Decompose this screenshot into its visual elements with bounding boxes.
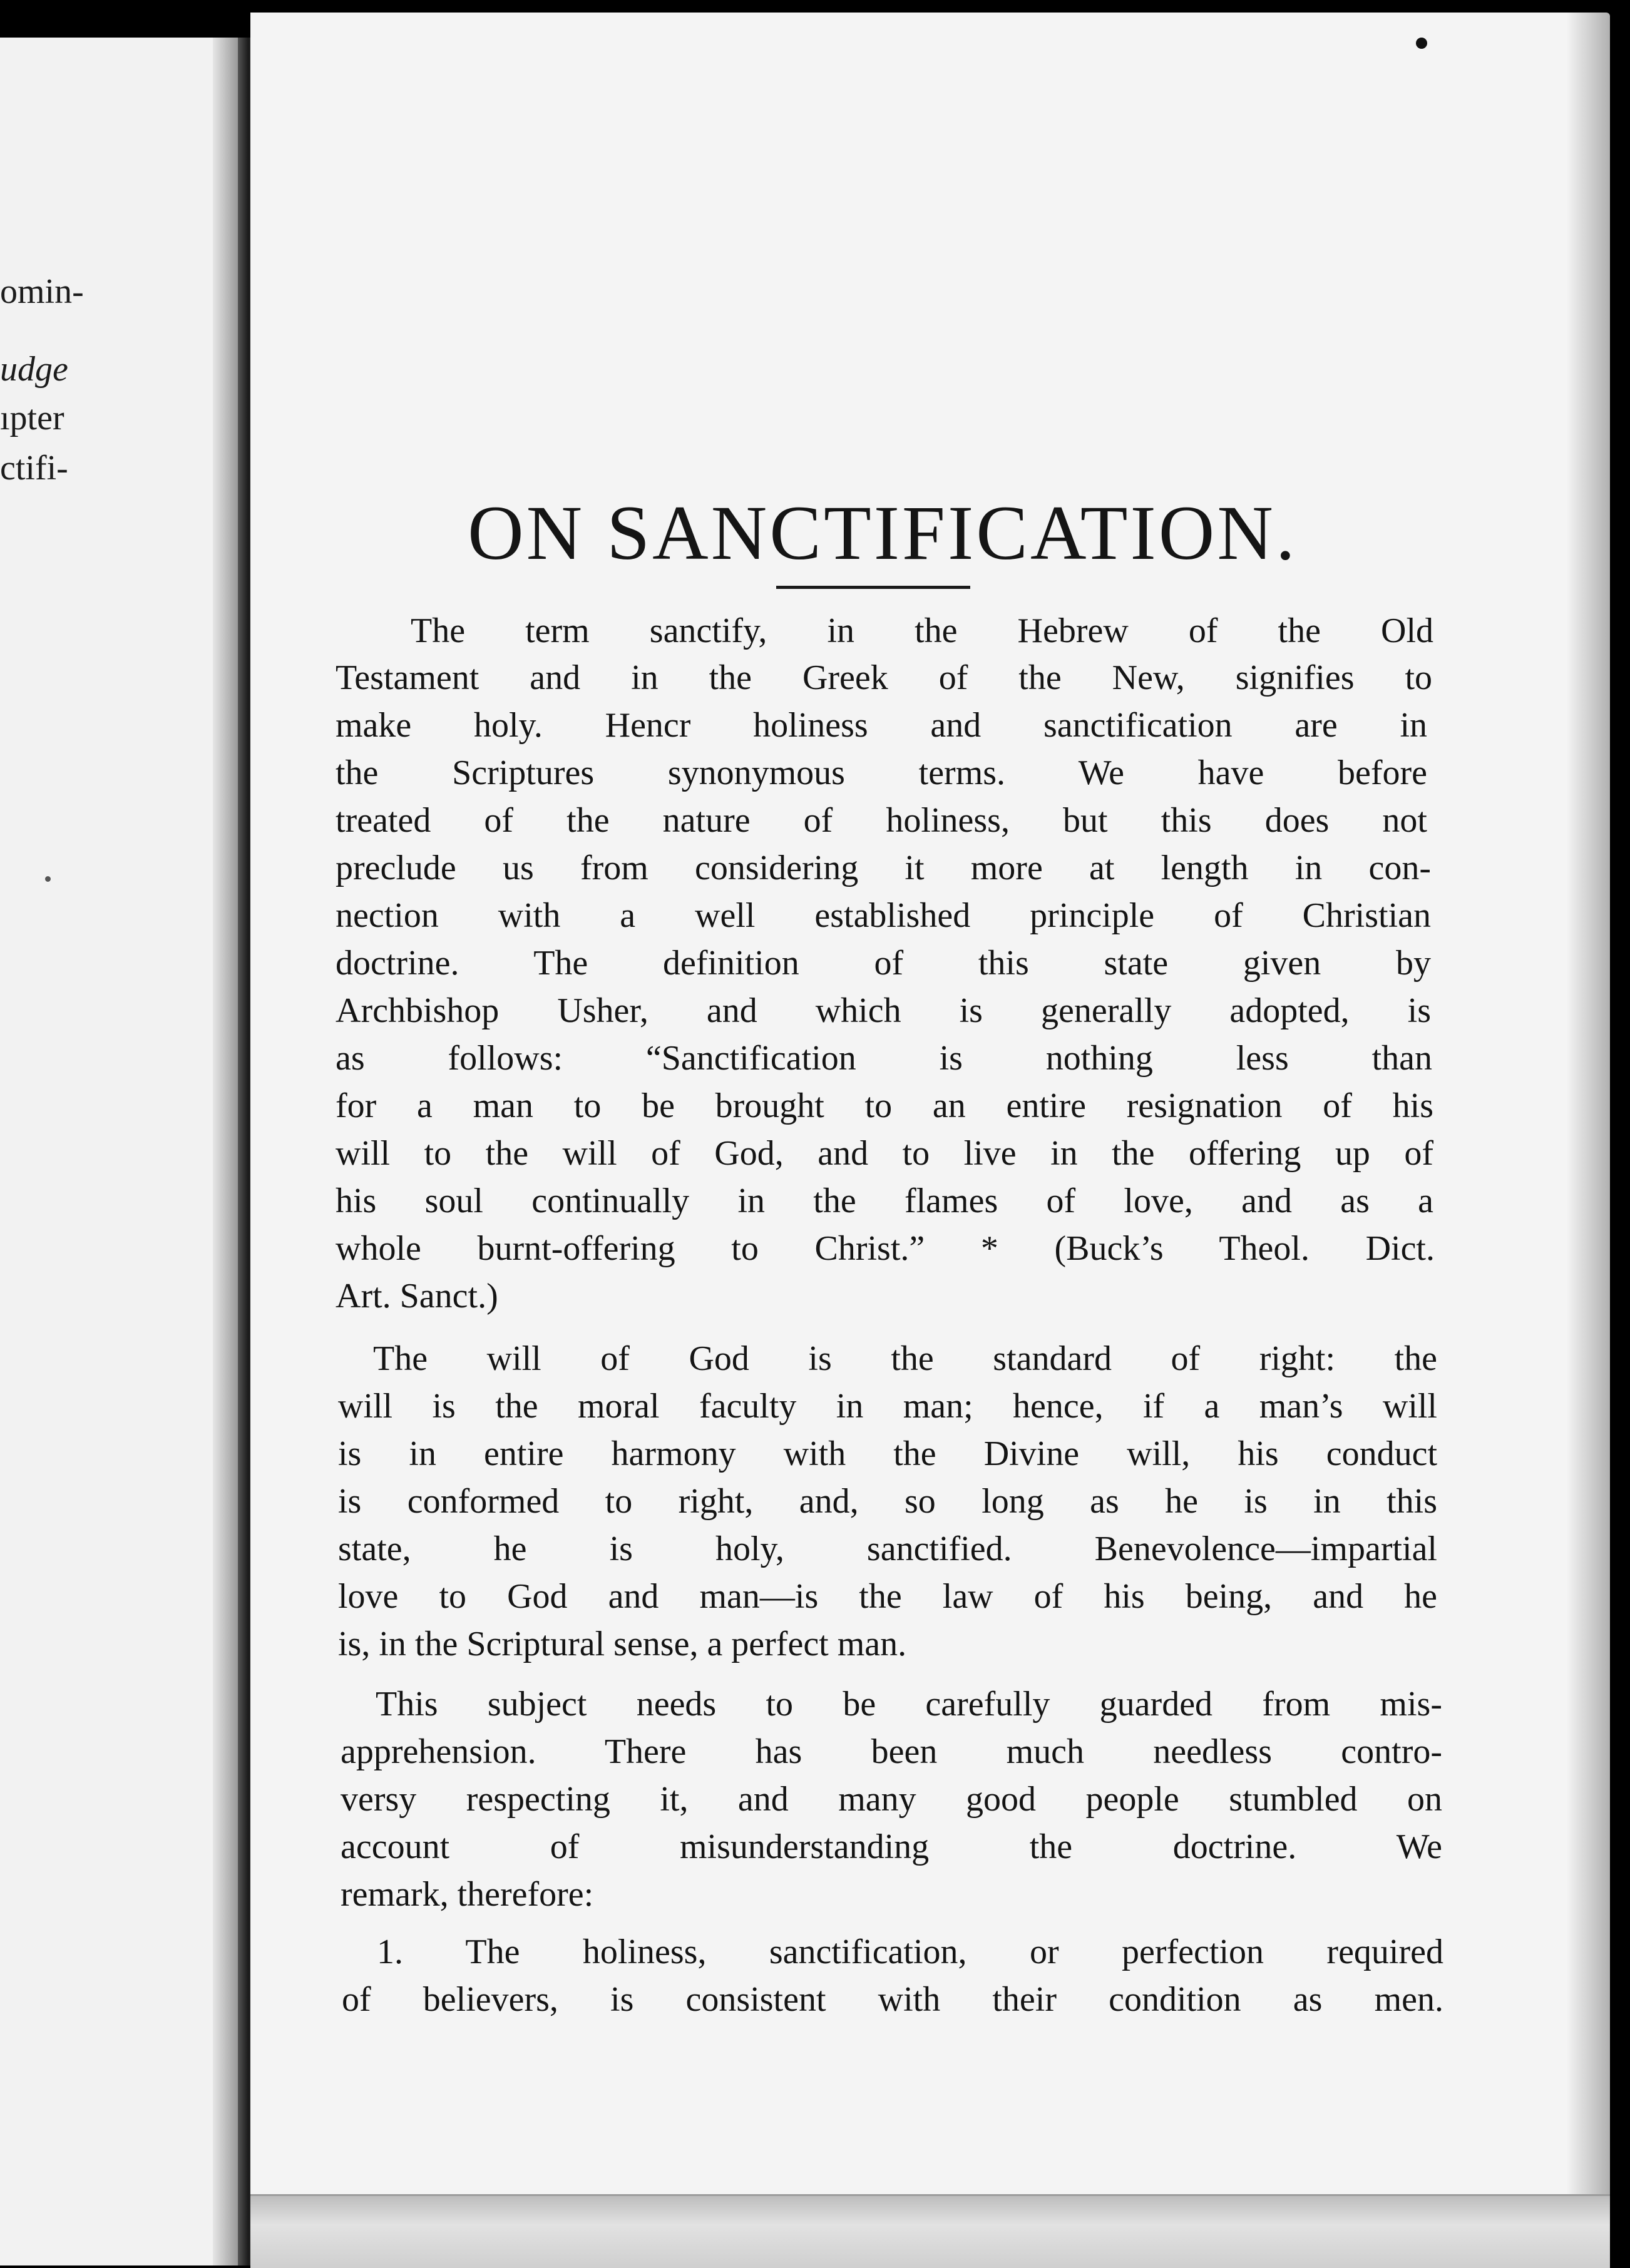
title-rule xyxy=(776,586,970,589)
body-line: is conformed to right, and, so long as he is in this xyxy=(338,1482,1437,1521)
body-line: nection with a well established principle of Christian xyxy=(336,896,1431,935)
ink-spot xyxy=(1416,38,1427,49)
page-title: ON SANCTIFICATION. xyxy=(468,490,1298,576)
body-line: Archbishop Usher, and which is generally adopted, is xyxy=(336,991,1431,1030)
body-line: will is the moral faculty in man; hence, if a man’s will xyxy=(338,1387,1437,1426)
body-line: Art. Sanct.) xyxy=(336,1277,498,1315)
body-line: for a man to be brought to an entire resignation of his xyxy=(336,1086,1433,1125)
body-line: love to God and man—is the law of his being, and he xyxy=(338,1577,1437,1616)
page-edge-shadow xyxy=(1566,13,1610,2268)
body-line: the Scriptures synonymous terms. We have before xyxy=(336,753,1427,792)
left-facing-page xyxy=(0,38,238,2265)
body-line: Testament and in the Greek of the New, signifies to xyxy=(336,658,1432,697)
left-page-line: udge xyxy=(0,350,68,389)
body-line: state, he is holy, sanctified. Benevolence—impartial xyxy=(338,1530,1437,1568)
body-line: his soul continually in the flames of love, and as a xyxy=(336,1182,1433,1220)
body-line: doctrine. The definition of this state given by xyxy=(336,944,1431,983)
document-page xyxy=(250,13,1610,2268)
left-page-line: ctifi- xyxy=(0,449,68,488)
body-line: This subject needs to be carefully guarded from mis- xyxy=(376,1685,1442,1724)
left-page-line: omin- xyxy=(0,272,84,311)
page-bottom-edge xyxy=(250,2194,1610,2268)
body-line: apprehension. There has been much needless contro- xyxy=(341,1732,1442,1771)
body-line: as follows: “Sanctification is nothing less than xyxy=(336,1039,1432,1078)
body-line: versy respecting it, and many good people stumbled on xyxy=(341,1780,1442,1819)
body-line: The will of God is the standard of right: the xyxy=(373,1339,1437,1378)
body-line: treated of the nature of holiness, but this does not xyxy=(336,801,1427,840)
body-line: preclude us from considering it more at length in con- xyxy=(336,849,1431,887)
spine-shadow xyxy=(213,38,238,2265)
speck xyxy=(45,876,51,882)
left-page-line: ıpter xyxy=(0,399,64,437)
body-line: 1. The holiness, sanctification, or perfection required xyxy=(377,1933,1443,1971)
body-line: remark, therefore: xyxy=(341,1875,594,1914)
body-line: The term sanctify, in the Hebrew of the Old xyxy=(411,611,1433,650)
body-line: whole burnt-offering to Christ.” * (Buck’s Theol. Dict. xyxy=(336,1229,1435,1268)
body-line: will to the will of God, and to live in the offering up of xyxy=(336,1134,1433,1173)
body-line: account of misunderstanding the doctrine. We xyxy=(341,1827,1442,1866)
body-line: make holy. Hencr holiness and sanctification are in xyxy=(336,706,1427,745)
body-line: is in entire harmony with the Divine will, his conduct xyxy=(338,1434,1437,1473)
body-line: is, in the Scriptural sense, a perfect man. xyxy=(338,1625,907,1663)
body-line: of believers, is consistent with their condition as men. xyxy=(342,1980,1443,2019)
